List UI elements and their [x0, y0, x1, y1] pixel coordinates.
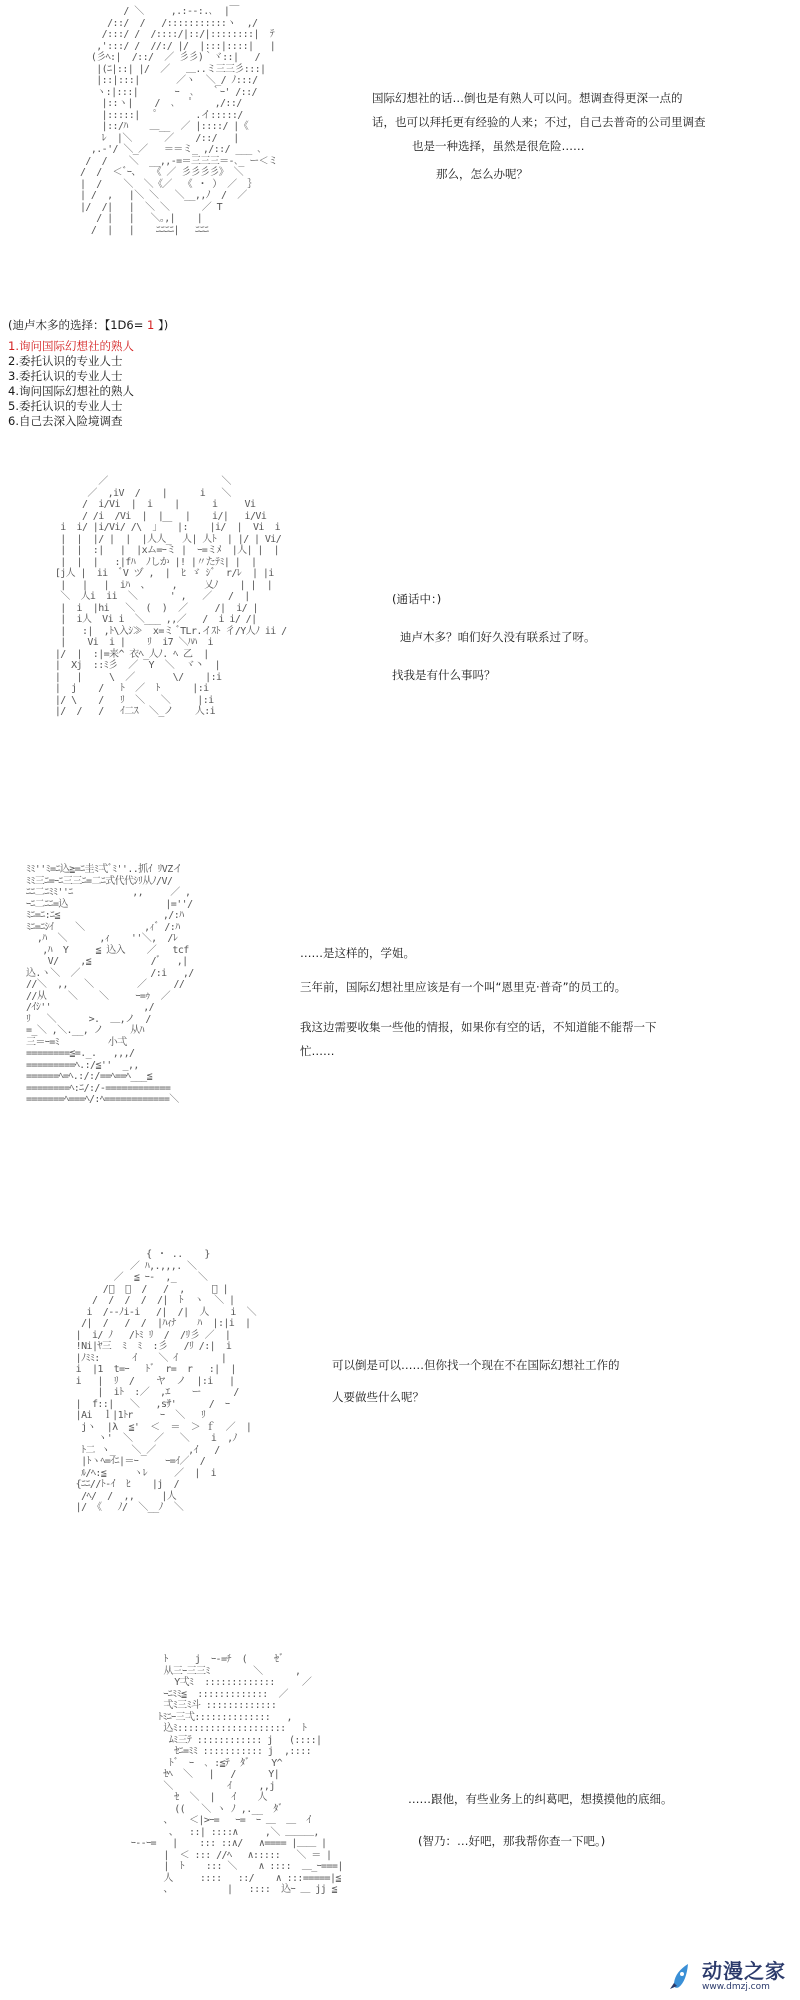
choice-option-4: 4.询问国际幻想社的熟人 [8, 384, 134, 398]
watermark-text [702, 1960, 786, 1992]
ascii-art-character-2: ／ ＼ ／ ,iV / | i ＼ / i/Vi | i | i Vi / /i /Vi | | | i/| i/Vi i i/ |i/Vi/ /\ ｣ ￣ |: |i/ | Vi i | | |/ | | |人人_ 人| 人ﾄ | |/ | Vi/ | | :| | |xム=ｰミ | ｰ=ミﾒ |人| | | | | | :|fﾊ ﾉしか |! |〃たﾃﾐ| | | [j人 | ii ﾞV ヅ , | ﾋ ゞ ｼﾞ r/ﾚ | |i | | | iﾊ 、 , 乂ﾉ | | | ＼ 人i ii ＼ ' , ／ / | | i |hi ＼ ( ) ／ /| i/ | | i人 Vi i ＼___ ,,／ / i i/ /| | :| ,ﾄ\入ｼ≫ x=ミ ﾞTLr.イｽﾄ 彳/Y人ﾉ ii / | Vi i | ﾘ i7 ＼ﾊﾊ i |/ | :|=来^ 衣ﾍ_人ﾉ. ﾍ 乙 | | Xj ::ﾐ彡 ／ Y ＼ ヾ丶 | | | \ ／ \/ |:i | j / ﾄ ／ ﾄ |:i |/ \ / ﾘ ＼ ＼ |:i |/ / / ｲ二ｽ ＼_ノ 人:i [54, 476, 287, 717]
choice-title [8, 318, 168, 333]
ascii-art-character-5: ﾄ j ｰ-=ﾁ ( ｾﾞ 从三ｰ三三ﾐ ＼ , Y弌ﾐ ::::::::::::: ／ ｰﾆﾐﾐ≦ ::::::::::::: ／ 弌ﾐ三ﾐ斗 ::::::::::::: ﾄﾐﾆｰ三弌:::::::::::::: , 込ﾐ:::::::::::::::::::: ﾄ ﾑﾐ三ﾃ :::::::::::: j (::::| ｾﾆ=ﾐﾐ ::::::::::: j ,:::: ﾄﾞ ｰ ､ :≦ﾃ ﾀﾞ Y^ ｾﾍ ＼ | / Y| ＼ ｲ ,,j ｾ ＼ | ｲ 人 (( ＼ ヽ ﾉ ,.__ ﾀﾞ 、 ＜|>ｰ= ｰ= ｰ ＿ ＿ ｲ 、 ::| ::::∧ ,＼ ＿＿＿, ｰ--ｰ= | ::: ::∧/ ∧==== |＿＿ | | ＜ ::: //ﾍ ∧::::: ＼ ＝ | | ﾄ ::: ＼ ∧ :::: ＿_ｰ===| 人 :::: ::/ ∧ :::=====|≦ 、 | :::: 込ｰ ＿ jj ≦ [130, 1654, 343, 1895]
dialogue-line: 人要做些什么呢？ [332, 1390, 424, 1404]
dialogue-line: ……跟他，有些业务上的纠葛吧，想摸摸他的底细。 [408, 1792, 673, 1806]
dialogue-line: (通话中：) [392, 592, 442, 606]
ascii-art-character-4: { ・ .. } ／ ﾊ,.,,,. ＼ ／ ≦ ｰ- ,_ ＼ /ﾞ ／ / / , ＼ | / / / / /| ﾄ ヽ ＼ | i /--ﾉi-i /| /| 人 i ＼ /| / / / |ﾊｨﾅ ﾊ |:|i | | i/ ﾉ /ﾄﾐ ﾘ / /ﾘ彡 ／ | !Ni|ﾔ三 ﾐ ﾐ :彡 /ﾘ /:| i |ﾉﾐﾐ: ｲ ＼ ｲ | i |1 t=ｰ ﾄﾞ r= r :| | i | ﾘ / ヤ ノ |:i | | iﾄ :／ ,ｴ ー / | f::| ＼ ,sｻ' / ｰ |Ai ｌ|1ﾄr ｰ ＼ ﾘ jヽ |λ ≦' ＜ ＝ ＞ ｆ ／ | ヽ' ＼ ／ ＼ i ,ﾉ ﾄ二 ヽ_ ＼_／ ,ｲ / |ﾄヽﾍ=ｲﾆ|＝ｰ ｰ=ｲ／ / ﾙ/ﾍ:≦ ヽﾚ ／ | i {ﾆﾆ//ﾄ-ｲ ﾋ |j / /ﾍ/ / ,, |人 |/ 《 ﾉ/ ＼__ﾉ ＼ [75, 1249, 257, 1513]
dialogue-line: ……是这样的，学姐。 [300, 946, 415, 960]
dialogue-block-2 [392, 580, 596, 694]
dialogue-block-4 [332, 1349, 620, 1413]
choice-option-3: 3.委托认识的专业人士 [8, 369, 123, 383]
ascii-art-character-3: ﾐﾐ''ﾐ=ﾆ込≧=ﾆ圭ﾐ弌ﾞﾐ''..抓ｲ ﾘVZイ ﾐﾐ三ﾆ=ｰﾆ三三ﾆ=二ﾆ式代代ｼﾘ从ﾉ/V/ ﾆﾆ二ﾆﾐﾐ''ﾆ ,, ／ , ｰﾆ二ﾆﾆ=込 |=''/ ﾐﾆ=ﾆ:ﾆ≦ ,/:ﾊ ﾐﾆ=ﾆｼｲ ＼ ,ｨﾞ /:ﾊ ,ﾊ ＼ ,ｨ ''＼, /ﾚ ,ﾊ Y ≦ 込入 ／ tcf V/ ,≦ /ﾞ ,| 込.ヽ＼ ／ /:i ,/ //＼ ,, ＼ ／ // //从 ＼ ＼ ｰ=ｩ ／ /ｲｼ'' ,/ ﾘ ＼ >. ＿,ノ / =_＼ ,＼.__, ノ 从ﾊ 三＝ｰ=ﾐ 小弌 ========≦=._. ,,,/ =========ﾍ.:/≦'' _,, ======ﾍ=ﾍ.:/:/==ﾍ==ﾍ___≦ ========ﾍ:ﾆ/:/-============ =======ﾍ===ﾍ/:ﾍ============＼ [26, 864, 194, 1105]
panel-3 [0, 860, 800, 1220]
dialogue-block-5 [408, 1778, 673, 1862]
dialogue-line: (智乃：…好吧，那我帮你查一下吧。) [418, 1834, 606, 1848]
dialogue-line: 我这边需要收集一些他的情报，如果你有空的话，不知道能不能帮一下 [300, 1020, 657, 1034]
dialogue-line: 三年前，国际幻想社里应该是有一个叫“恩里克·普奇”的员工的。 [300, 980, 627, 994]
choice-title-prefix: (迪卢木多的选择：【1D6= [8, 318, 148, 332]
dialogue-line: 迪卢木多？咱们好久没有联系过了呀。 [400, 630, 596, 644]
watermark-title: 动漫之家 [702, 1959, 786, 1983]
panel-2 [0, 470, 800, 840]
dialogue-line: 可以倒是可以……但你找一个现在不在国际幻想社工作的 [332, 1358, 620, 1372]
watermark [666, 1960, 786, 1992]
dialogue-line: 忙…… [300, 1044, 335, 1058]
dialogue-line: 也是一种选择，虽然是很危险…… [412, 139, 585, 153]
choice-option-2: 2.委托认识的专业人士 [8, 354, 123, 368]
choice-title-suffix: 】) [154, 318, 169, 332]
ascii-art-character-1: / ＼ ,.:--:.､ |￣ /::/ / /:::::::::::ヽ ,/ /:::/ / /::::/|::/|::::::::| ﾃ ,':::/ / //:/ |/ |:::|::::| | (彡ﾍ:| /::/ ／ 彡彡)｀ヾ::| / |(ﾆ|::| |/ ／ ＿..ミ三三彡:::| |::|:::| ／ヽ ＼_/ ﾉ:::/ ヽ:|:::| ｰ ､ ｀ｰ' /::/ |::ヽ| / ､ ﾟ ,/::/ |:::::| ﾟ .イ:::::/ |::/ﾊ ＿__ ／ |::::/ |《 ﾚ |＼ ／ /::/ | ,.-'/ ＼_／ ＝＝ミ_ ,/::/ ___ ､ / / ＼ __,,-=＝三三三＝-､_ ー＜ミ / / ＜ﾞｰ、 《 ／ 彡彡彡彡》 ＼ | / ＼ ＼《／ 《 ・ ） ／ ｝ | / , |＼ ＼ ＼__,,ﾉ / ／ |/ /| | ＼ ＼ ／ T / | | ＼｡,| | / | | ﾆﾆﾆﾆ| ﾆﾆﾆ [80, 6, 278, 236]
choice-option-1: 1.询问国际幻想社的熟人 [8, 339, 134, 353]
watermark-url: www.dmzj.com [702, 1982, 770, 1992]
dice-result: 1 [147, 318, 155, 332]
dialogue-line: 国际幻想社的话…倒也是有熟人可以问。想调查得更深一点的 [372, 91, 683, 105]
dmzj-logo-icon [666, 1961, 696, 1991]
choice-list [8, 339, 168, 429]
panel-4 [0, 1245, 800, 1650]
dialogue-line: 找我是有什么事吗？ [392, 668, 496, 682]
panel-1 [0, 0, 800, 310]
choice-option-6: 6.自己去深入险境调查 [8, 414, 123, 428]
dialogue-block-3 [300, 936, 657, 1068]
dialogue-line: 那么，怎么办呢？ [436, 167, 528, 181]
dialogue-block-1 [372, 86, 706, 186]
dialogue-line: 话，也可以拜托更有经验的人来；不过，自己去普奇的公司里调查 [372, 115, 706, 129]
panel-5 [0, 1650, 800, 2000]
choice-block [8, 318, 168, 429]
choice-option-5: 5.委托认识的专业人士 [8, 399, 123, 413]
